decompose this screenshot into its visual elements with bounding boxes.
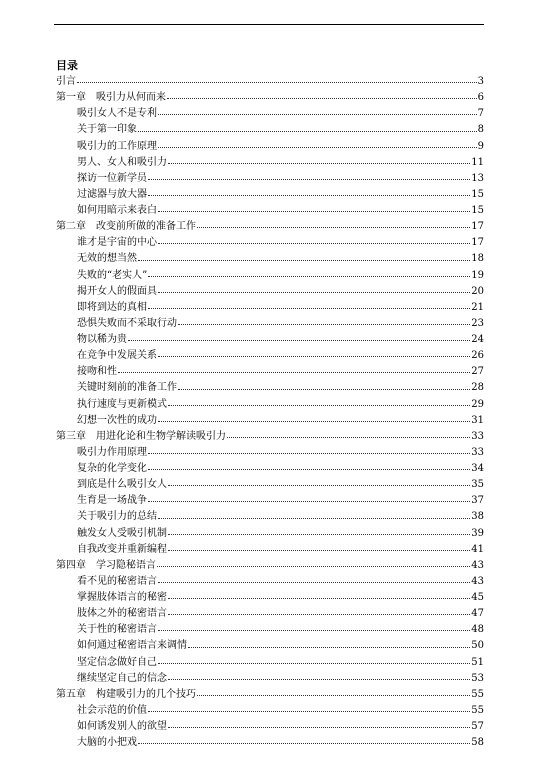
toc-entry-page-number: 13	[471, 172, 484, 184]
toc-dot-leader	[77, 82, 477, 83]
toc-dot-leader	[168, 727, 470, 728]
toc-section-entry[interactable]	[56, 397, 484, 413]
toc-section-entry[interactable]	[56, 332, 484, 348]
toc-entry-title: 触发女人受吸引机制	[77, 527, 167, 539]
toc-dot-leader	[168, 405, 470, 406]
toc-entry-title: 关于吸引力的总结	[77, 511, 157, 523]
toc-dot-leader	[157, 566, 470, 567]
toc-chapter-entry[interactable]	[56, 687, 484, 703]
toc-dot-leader	[148, 179, 470, 180]
toc-entry-title: 失败的“老实人”	[77, 269, 148, 281]
toc-entry-title: 即将到达的真相	[77, 301, 147, 313]
toc-entry-page-number: 3	[477, 76, 484, 87]
toc-entry-page-number: 58	[471, 737, 484, 749]
toc-dot-leader	[158, 356, 470, 357]
toc-dot-leader	[118, 372, 470, 373]
toc-dot-leader	[168, 163, 470, 164]
toc-entry-title: 大脑的小把戏	[77, 737, 137, 749]
toc-section-entry[interactable]	[56, 606, 484, 622]
toc-entry-page-number: 41	[471, 543, 484, 555]
toc-entry-title: 第五章 构建吸引力的几个技巧	[56, 688, 196, 700]
toc-entry-title: 如何通过秘密语言来调情	[77, 640, 187, 652]
toc-dot-leader	[148, 469, 470, 470]
toc-chapter-entry[interactable]	[56, 429, 484, 445]
toc-entry-title: 物以稀为贵	[77, 334, 127, 345]
toc-entry-page-number: 37	[471, 495, 484, 507]
toc-dot-leader	[148, 195, 470, 196]
toc-entry-page-number: 20	[471, 285, 484, 297]
toc-entry-page-number: 7	[477, 108, 484, 120]
toc-dot-leader	[158, 421, 470, 422]
toc-chapter-entry[interactable]	[56, 219, 484, 235]
toc-entry-page-number: 8	[477, 124, 484, 136]
toc-entry-title: 恐惧失败而不采取行动	[77, 317, 177, 329]
toc-entry-page-number: 17	[471, 221, 484, 233]
toc-section-entry[interactable]	[56, 413, 484, 429]
toc-entry-page-number: 45	[471, 592, 484, 603]
toc-entry-title: 吸引力的工作原理	[77, 140, 157, 152]
toc-entry-title: 关于第一印象	[77, 124, 137, 136]
toc-dot-leader	[168, 598, 470, 599]
toc-entry-title: 肢体之外的秘密语言	[77, 608, 167, 620]
toc-section-entry[interactable]	[56, 477, 484, 493]
toc-entry-page-number: 33	[471, 430, 484, 442]
toc-dot-leader	[168, 614, 470, 615]
toc-entry-page-number: 43	[471, 575, 484, 587]
toc-entry-page-number: 51	[471, 656, 484, 668]
toc-entry-title: 谁才是宇宙的中心	[77, 237, 157, 249]
toc-entry-page-number: 29	[471, 398, 484, 410]
toc-entry-title: 在竞争中发展关系	[77, 350, 157, 362]
toc-entry-page-number: 15	[471, 205, 484, 216]
toc-entry-page-number: 31	[471, 414, 484, 426]
toc-entry-title: 继续坚定自己的信念	[77, 672, 167, 684]
toc-entry-page-number: 27	[471, 366, 484, 378]
toc-section-entry[interactable]	[56, 590, 484, 606]
toc-entry-page-number: 17	[471, 237, 484, 249]
toc-chapter-entry[interactable]	[56, 558, 484, 574]
toc-section-entry[interactable]	[56, 155, 484, 171]
toc-section-entry[interactable]	[56, 171, 484, 187]
toc-dot-leader	[167, 98, 477, 99]
toc-dot-leader	[148, 276, 470, 277]
toc-entry-page-number: 39	[471, 527, 484, 539]
toc-entry-page-number: 55	[471, 704, 484, 716]
toc-section-entry[interactable]	[56, 526, 484, 542]
toc-entry-title: 如何诱发别人的欲望	[77, 721, 167, 732]
toc-entry-title: 到底是什么吸引女人	[77, 479, 167, 491]
toc-section-entry[interactable]	[56, 316, 484, 332]
toc-section-entry[interactable]	[56, 671, 484, 687]
header-rule	[54, 24, 484, 25]
toc-dot-leader	[158, 114, 477, 115]
toc-dot-leader	[227, 437, 470, 438]
toc-section-entry[interactable]	[56, 251, 484, 267]
toc-entry-title: 如何用暗示来表白	[77, 205, 157, 216]
toc-entry-title: 幻想一次性的成功	[77, 414, 157, 426]
toc-entry-page-number: 23	[471, 317, 484, 329]
toc-entry-title: 看不见的秘密语言	[77, 575, 157, 587]
toc-section-entry[interactable]	[56, 461, 484, 477]
toc-entry-page-number: 50	[471, 640, 484, 652]
table-of-contents	[56, 74, 484, 751]
toc-section-entry[interactable]	[56, 203, 484, 219]
toc-entry-title: 生育是一场战争	[77, 495, 147, 507]
toc-section-entry[interactable]	[56, 445, 484, 461]
toc-dot-leader	[168, 679, 470, 680]
toc-entry-title: 执行速度与更新模式	[77, 398, 167, 410]
toc-entry-title: 男人、女人和吸引力	[77, 156, 167, 168]
toc-entry-page-number: 55	[471, 688, 484, 700]
toc-entry-page-number: 33	[471, 446, 484, 458]
toc-entry-page-number: 57	[471, 721, 484, 732]
toc-entry-page-number: 35	[471, 479, 484, 491]
toc-section-entry[interactable]	[56, 106, 484, 122]
toc-entry-title: 第一章 吸引力从何而来	[56, 92, 166, 104]
toc-heading: 目录	[56, 59, 78, 72]
toc-dot-leader	[138, 743, 470, 744]
toc-entry-page-number: 6	[477, 92, 484, 104]
toc-dot-leader	[128, 340, 470, 341]
toc-entry-title: 坚定信念做好自己	[77, 656, 157, 668]
toc-entry-title: 自我改变并重新编程	[77, 543, 167, 555]
toc-section-entry[interactable]	[56, 655, 484, 671]
toc-section-entry[interactable]	[56, 703, 484, 719]
toc-entry-page-number: 53	[471, 672, 484, 684]
toc-entry-title: 第四章 学习隐秘语言	[56, 559, 156, 571]
toc-entry-title: 接吻和性	[77, 366, 117, 378]
toc-dot-leader	[158, 630, 470, 631]
toc-section-entry[interactable]	[56, 380, 484, 396]
toc-section-entry[interactable]	[56, 348, 484, 364]
toc-section-entry[interactable]	[56, 187, 484, 203]
toc-section-entry[interactable]	[56, 364, 484, 380]
toc-entry-page-number: 47	[471, 608, 484, 620]
toc-entry-title: 无效的想当然	[77, 253, 137, 265]
toc-entry-title: 关键时刻前的准备工作	[77, 382, 177, 394]
toc-section-entry[interactable]	[56, 235, 484, 251]
toc-entry-page-number: 38	[471, 511, 484, 523]
toc-dot-leader	[148, 501, 470, 502]
toc-dot-leader	[158, 211, 470, 212]
toc-section-entry[interactable]	[56, 268, 484, 284]
toc-dot-leader	[178, 389, 470, 390]
toc-entry-title: 社会示范的价值	[77, 704, 147, 716]
toc-dot-leader	[158, 518, 470, 519]
toc-entry-title: 探访一位新学员	[77, 172, 147, 184]
toc-entry-title: 揭开女人的假面具	[77, 285, 157, 297]
toc-entry-title: 吸引力作用原理	[77, 446, 147, 458]
toc-entry-title: 第二章 改变前所做的准备工作	[56, 221, 196, 233]
toc-dot-leader	[168, 534, 470, 535]
toc-section-entry[interactable]	[56, 542, 484, 558]
toc-entry-page-number: 19	[471, 269, 484, 281]
toc-entry-page-number: 15	[471, 188, 484, 200]
toc-entry-page-number: 26	[471, 350, 484, 362]
toc-section-entry[interactable]	[56, 122, 484, 138]
toc-entry-title: 关于性的秘密语言	[77, 624, 157, 636]
toc-entry-page-number: 18	[471, 253, 484, 265]
toc-entry-page-number: 28	[471, 382, 484, 394]
toc-section-entry[interactable]	[56, 574, 484, 590]
toc-section-entry[interactable]	[56, 735, 484, 751]
toc-section-entry[interactable]	[56, 719, 484, 735]
toc-entry-title: 引言	[56, 76, 76, 87]
toc-dot-leader	[197, 695, 470, 696]
toc-dot-leader	[158, 582, 470, 583]
toc-dot-leader	[148, 308, 470, 309]
toc-dot-leader	[178, 324, 470, 325]
toc-dot-leader	[158, 663, 470, 664]
toc-chapter-entry[interactable]	[56, 74, 484, 90]
toc-entry-page-number: 24	[471, 334, 484, 345]
toc-entry-title: 复杂的化学变化	[77, 463, 147, 474]
toc-section-entry[interactable]	[56, 622, 484, 638]
toc-entry-title: 吸引女人不是专利	[77, 108, 157, 120]
toc-entry-page-number: 9	[477, 140, 484, 152]
toc-dot-leader	[188, 647, 470, 648]
toc-section-entry[interactable]	[56, 509, 484, 525]
toc-dot-leader	[158, 147, 477, 148]
toc-entry-page-number: 21	[471, 301, 484, 313]
toc-entry-page-number: 34	[471, 463, 484, 474]
toc-dot-leader	[148, 453, 470, 454]
toc-section-entry[interactable]	[56, 139, 484, 155]
toc-dot-leader	[148, 711, 470, 712]
toc-dot-leader	[197, 227, 470, 228]
toc-section-entry[interactable]	[56, 284, 484, 300]
toc-section-entry[interactable]	[56, 638, 484, 654]
toc-entry-page-number: 48	[471, 624, 484, 636]
toc-chapter-entry[interactable]	[56, 90, 484, 106]
toc-dot-leader	[138, 260, 470, 261]
toc-dot-leader	[158, 243, 470, 244]
toc-dot-leader	[158, 292, 470, 293]
toc-entry-title: 第三章 用进化论和生物学解读吸引力	[56, 430, 226, 442]
toc-dot-leader	[138, 131, 477, 132]
toc-dot-leader	[168, 550, 470, 551]
toc-section-entry[interactable]	[56, 493, 484, 509]
toc-dot-leader	[168, 485, 470, 486]
toc-entry-title: 掌握肢体语言的秘密	[77, 592, 167, 603]
toc-entry-page-number: 43	[471, 559, 484, 571]
toc-section-entry[interactable]	[56, 300, 484, 316]
toc-entry-page-number: 11	[471, 156, 484, 168]
toc-entry-title: 过滤器与放大器	[77, 188, 147, 200]
